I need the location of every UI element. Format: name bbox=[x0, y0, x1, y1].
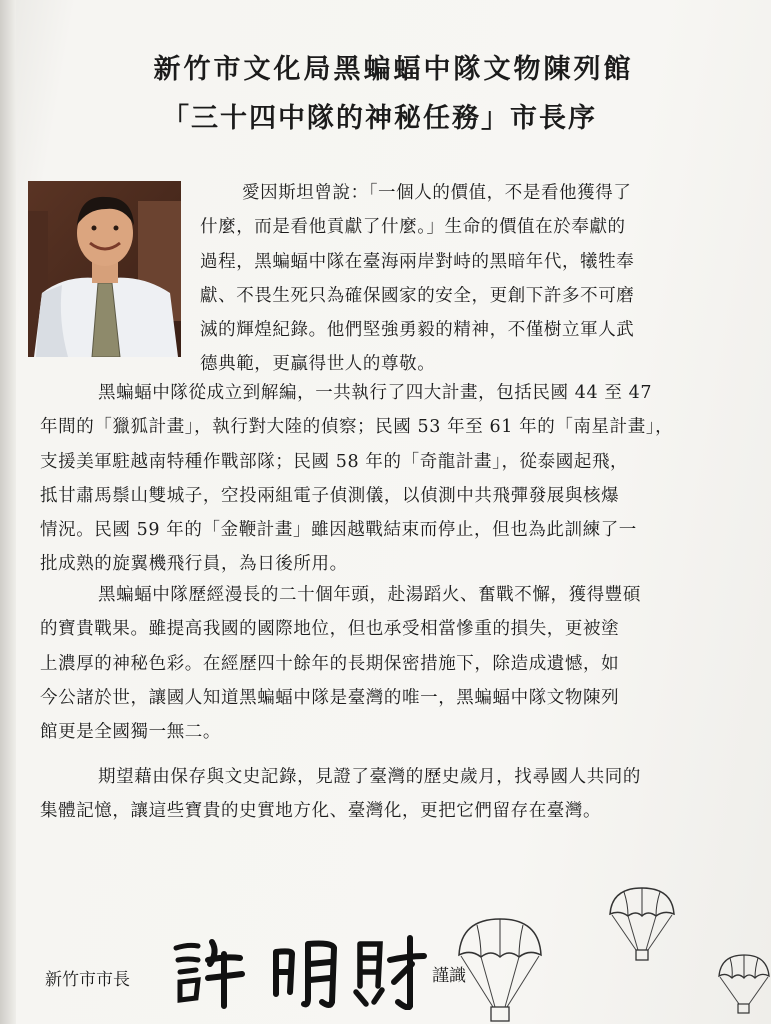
signature-respect: 謹識 bbox=[432, 966, 466, 986]
text-line: 年間的「獵狐計畫」，執行對大陸的偵察；民國 53 年至 61 年的「南星計畫」， bbox=[40, 417, 674, 438]
page-binding-shadow bbox=[0, 0, 16, 1024]
parachute-balloon-icon bbox=[455, 915, 545, 1024]
mayor-portrait-icon bbox=[28, 181, 181, 357]
text-line: 情況。民國 59 年的「金鞭計畫」雖因越戰結束而停止，但也為此訓練了一 bbox=[40, 520, 637, 541]
text-line: 批成熟的旋翼機飛行員，為日後所用。 bbox=[40, 554, 348, 575]
text-line: 抵甘肅馬鬃山雙城子，空投兩組電子偵測儀，以偵測中共飛彈發展與核爆 bbox=[40, 485, 620, 506]
text-line: 今公諸於世，讓國人知道黑蝙蝠中隊是臺灣的唯一，黑蝙蝠中隊文物陳列 bbox=[40, 687, 620, 708]
text-line: 上濃厚的神秘色彩。在經歷四十餘年的長期保密措施下，除造成遺憾，如 bbox=[40, 653, 620, 674]
paragraph-1 bbox=[200, 176, 740, 382]
handwritten-signature bbox=[168, 930, 428, 1014]
text-line: 獻、不畏生死只為確保國家的安全，更創下許多不可磨 bbox=[200, 285, 635, 306]
paragraph-4 bbox=[40, 760, 760, 829]
text-line: 滅的輝煌紀錄。他們堅強勇毅的精神，不僅樹立軍人武 bbox=[200, 320, 635, 341]
text-line: 黑蝙蝠中隊歷經漫長的二十個年頭，赴湯蹈火、奮戰不懈，獲得豐碩 bbox=[98, 585, 641, 605]
text-line: 德典範，更贏得世人的尊敬。 bbox=[200, 354, 436, 375]
text-line: 館更是全國獨一無二。 bbox=[40, 722, 221, 743]
document-title-line2: 「三十四中隊的神秘任務」市長序 bbox=[162, 103, 597, 134]
text-line: 愛因斯坦曾說：「一個人的價值，不是看他獲得了 bbox=[242, 183, 632, 203]
paragraph-3 bbox=[40, 578, 760, 749]
text-line: 集體記憶，讓這些寶貴的史實地方化、臺灣化，更把它們留存在臺灣。 bbox=[40, 801, 602, 822]
text-line: 支援美軍駐越南特種作戰部隊；民國 58 年的「奇龍計畫」，從泰國起飛， bbox=[40, 451, 629, 472]
text-line: 黑蝙蝠中隊從成立到解編，一共執行了四大計畫，包括民國 44 至 47 bbox=[98, 383, 653, 403]
text-line: 什麼，而是看他貢獻了什麼。」生命的價值在於奉獻的 bbox=[200, 217, 626, 238]
text-line: 期望藉由保存與文史記錄，見證了臺灣的歷史歲月，找尋國人共同的 bbox=[98, 767, 641, 787]
text-line: 的寶貴戰果。雖提高我國的國際地位，但也承受相當慘重的損失，更被塗 bbox=[40, 619, 620, 640]
parachute-balloon-icon bbox=[606, 884, 678, 966]
text-line: 過程，黑蝙蝠中隊在臺海兩岸對峙的黑暗年代，犧牲奉 bbox=[200, 251, 635, 272]
parachute-balloon-icon bbox=[716, 952, 771, 1018]
paragraph-2 bbox=[40, 376, 760, 582]
document-title-line1: 新竹市文化局黑蝙蝠中隊文物陳列館 bbox=[153, 54, 634, 85]
signature-title: 新竹市市長 bbox=[45, 970, 130, 990]
